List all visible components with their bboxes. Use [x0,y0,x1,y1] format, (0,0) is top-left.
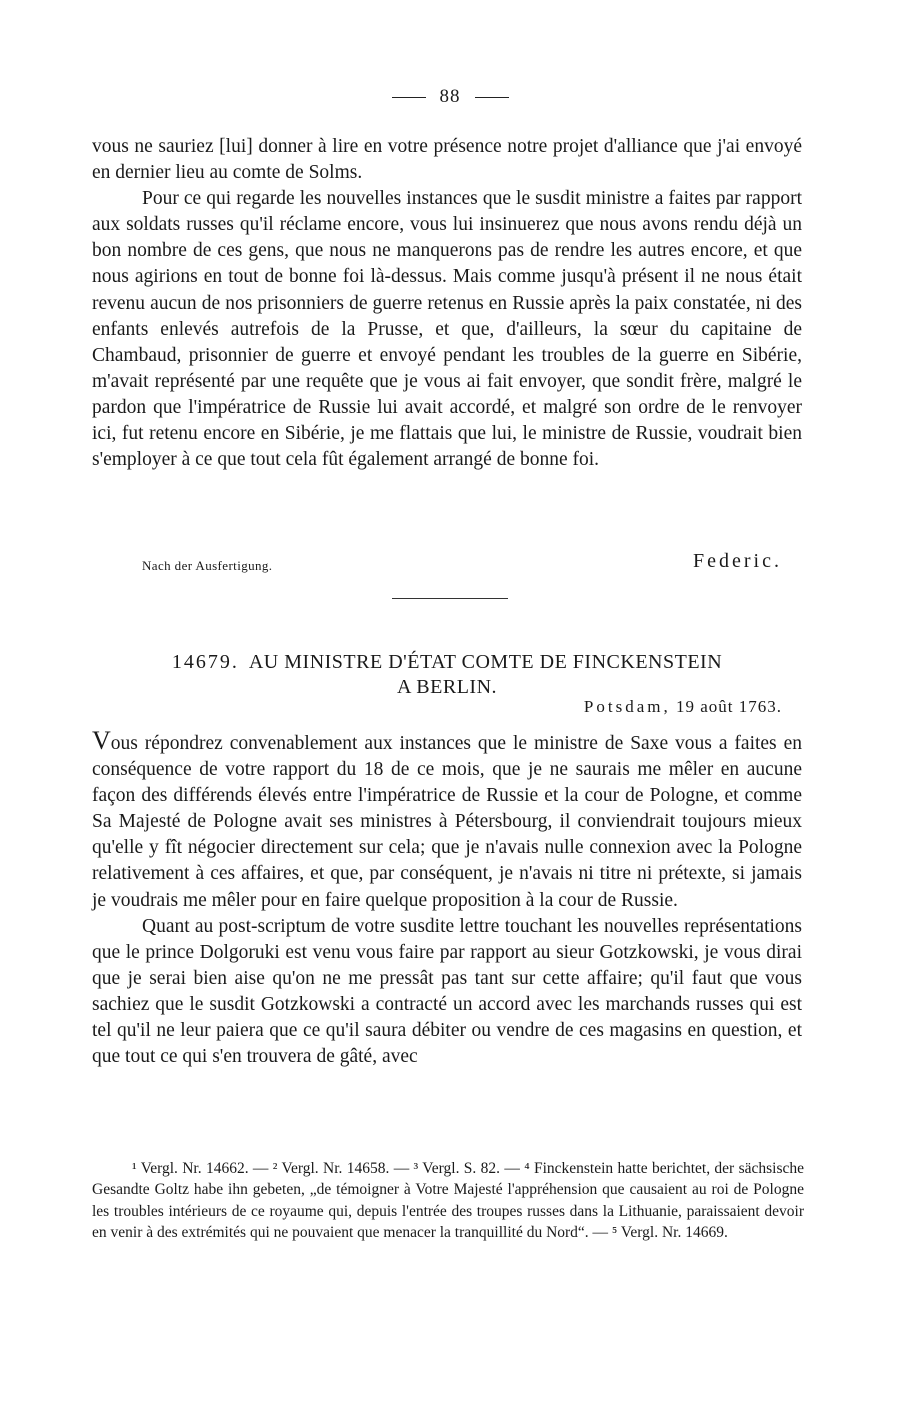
signature: Federic. [693,550,782,572]
page-header [0,86,900,108]
page-number: 88 [439,86,461,107]
drop-cap: V [92,726,111,755]
closing-row [142,550,782,580]
footnote-text: ¹ Vergl. Nr. 14662. — ² Vergl. Nr. 14658. — ³ Vergl. S. 82. — ⁴ Finckenstein hatte berichtet, der sächsische Gesandte Goltz habe ihn gebeten, „de témoigner à Votre Majesté l'appréhension que causaient au roi de Pologne les troubles intérieurs de ce royaume qui, depuis l'entrée des troupes russes dans la Lithuanie, paraissaient devoir en venir à des extrémités qui ne pouvaient que menacer la tranquillité du Nord“. — ⁵ Vergl. Nr. 14669. [92,1160,804,1242]
header-dash-right [475,97,509,98]
date-place: Potsdam, [583,697,671,716]
header-dash-left [392,97,426,98]
paragraph [92,728,802,914]
dateline [584,697,782,717]
letter-number: 14679. [171,651,239,673]
paragraph: vous ne sauriez [lui] donner à lire en votre présence notre projet d'alliance que j'ai envoyé en dernier lieu au comte de Solms. [92,136,802,184]
footnotes [92,1158,804,1244]
paragraph: Quant au post-scriptum de votre susdite lettre touchant les nouvelles représentations que le prince Dolgoruki est venu vous faire par rapport au sieur Gotzkowski, je vous dirai que je serai bien aise qu'on ne me pressât pas tant sur cette affaire; qu'il faut que vous sachiez que le susdit Gotzkowski a contracté un accord avec les marchands russes qui est tel qu'il ne leur paiera que ce qu'il saura débiter ou vendre de ces magasins en question, et que tout ce qui s'en trouvera de gâté, avec [92,915,802,1068]
date: 19 août 1763. [675,697,782,716]
section-divider [392,598,508,599]
paragraph: Pour ce qui regarde les nouvelles instances que le susdit ministre a faites par rapport aux soldats russes qu'il réclame encore, vous lui insinuerez que nous avons rendu déjà un bon nombre de ces gens, que nous ne manquerons pas de rendre les autres encore, et que nous agirions en tout de bonne foi là-dessus. Mais comme jusqu'à présent il ne nous était revenu aucun de nos prisonniers de guerre retenus en Russie après la paix constatée, ni des enfants enlevés autrefois de la Prusse, et que, d'ailleurs, la sœur du capitaine de Chambaud, prisonnier de guerre et envoyé pendant les troubles de la guerre en Sibérie, m'avait représenté par une requête que je vous ai fait envoyer, que sondit frère, malgré le pardon que l'impératrice de Russie lui avait accordé, et malgré son ordre de le renvoyer ici, fut retenu encore en Sibérie, je me flattais que lui, le ministre de Russie, voudrait bien s'employer à ce que tout cela fût également arrangé de bonne foi. [92,188,802,471]
paragraph-text: ous répondrez convenablement aux instances que le ministre de Saxe vous a faites en conséquence de votre rapport du 18 de ce mois, que je ne saurais me mêler en aucune façon des différends élevés entre l'impératrice de Russie et la cour de Pologne, et comme Sa Majesté de Pologne avait ses ministres à Pétersbourg, il conviendrait toujours mieux qu'elle y fît négocier directement sur cela; que je n'avais nulle connexion avec la Pologne relativement à ces affaires, et que, par conséquent, je n'avais ni titre ni prétexte, si jamais je voudrais me mêler pour en faire quelque proposition à la cour de Russie. [92,733,802,911]
heading-line-2: A BERLIN. [396,676,498,698]
letter-heading [92,650,802,700]
source-note: Nach der Ausfertigung. [142,558,273,573]
heading-line-1 [92,650,802,675]
addressee: AU MINISTRE D'ÉTAT COMTE DE FINCKENSTEIN [248,651,723,673]
letter-body [92,728,802,1070]
previous-letter-text [92,134,802,473]
